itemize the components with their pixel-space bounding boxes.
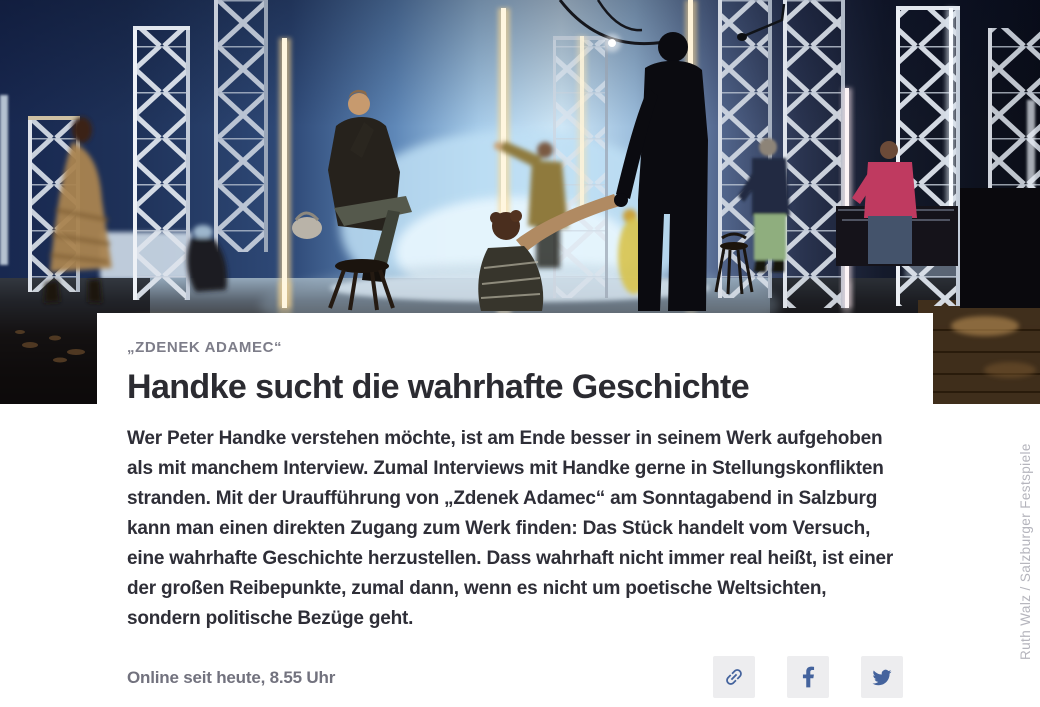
article-lead: Wer Peter Handke verstehen möchte, ist am Ende besser in seinem Werk aufgehoben als mit manchem Interview. Zumal Interviews mit Handke gerne in Stellungskonflikten stranden. Mit der Uraufführung von „Zdenek Adamec“ am Sonntagabend in Salzburg kann man einen direkten Zugang zum Werk finden: Das Stück handelt vom Versuch, eine wahrhafte Geschichte herzustellen. Dass wahrhaft nicht immer real heißt, ist einer der großen Reibepunkte, zumal dann, wenn es nicht um poetische Weltsichten, sondern politische Bezüge geht. [127, 428, 894, 630]
article-card [97, 313, 933, 707]
share-copy-link-button[interactable] [713, 656, 755, 698]
article-headline: Handke sucht die wahrhafte Geschichte [127, 368, 750, 406]
photo-credit: Ruth Walz / Salzburger Festspiele [1017, 443, 1033, 660]
share-twitter-button[interactable] [861, 656, 903, 698]
link-icon [723, 666, 745, 688]
share-facebook-button[interactable] [787, 656, 829, 698]
twitter-icon [871, 668, 893, 687]
article-kicker: „ZDENEK ADAMEC“ [127, 339, 283, 356]
publish-time: Online seit heute, 8.55 Uhr [127, 668, 336, 688]
share-buttons [713, 656, 903, 698]
article-footer [127, 656, 903, 698]
facebook-icon [802, 666, 815, 688]
